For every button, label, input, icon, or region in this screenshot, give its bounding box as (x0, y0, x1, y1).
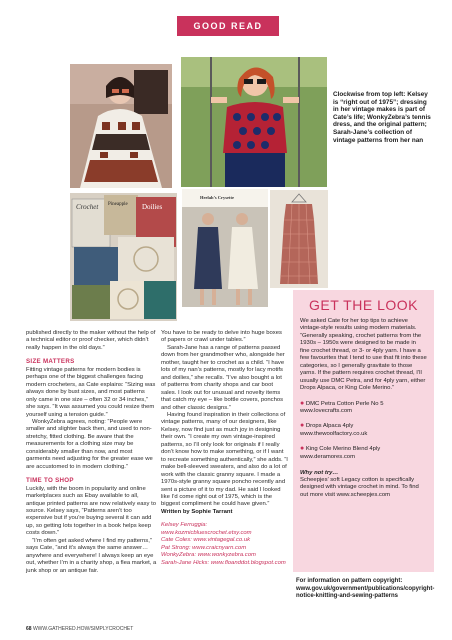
page-number: 68 (26, 626, 32, 632)
get-the-look-panel (293, 290, 434, 572)
designer-links (161, 522, 288, 567)
col1-paragraph: WonkyZebra agrees, noting: “People were smaller and slighter back then, and used to non-stretchy, fitted clothing. Be aware that the measurements for a clothing size may be considerably smaller than now, and most garments need adjusting for the greater ease we are accustomed to in modern clothing.” (26, 418, 153, 470)
get-the-look-title: GET THE LOOK (309, 297, 418, 313)
col2-paragraph: Having found inspiration in their collections of vintage patterns, many of our designers, like Kelsey, now find just as much joy in designing their own. “I create my own vintage-inspired patterns, so I’ll only look for originals if I really don’t know how to make something, or if I want to recreate something authentically,” she adds. “I make bell-sleeved sweaters, and also do a lot of work with the classic granny square. I made a 1970s-style granny square poncho recently and sent a picture of it to my dad. He said I looked like I’d come right out of 1975, which is the biggest compliment he could have given.” (161, 411, 288, 508)
page-footer (26, 626, 133, 632)
bullet-icon: ● (300, 422, 305, 430)
section-banner (177, 16, 279, 36)
col1-paragraph: Luckily, with the boom in popularity and online marketplaces such as Ebay available to all, antique printed patterns are now relatively easy to source. Kelsey says, “Patterns aren’t too expensive but if you’re buying several it can add up, so getting lots together in a book helps keep costs down.” (26, 485, 156, 537)
designer-link[interactable]: Sarah-Jane Hicks: www.floanddot.blogspot.com (161, 559, 286, 566)
yarn-url[interactable]: www.lovecrafts.com (300, 407, 353, 414)
pattern-leaflet-label: Heelah’s Crysette (200, 195, 234, 200)
yarn-url[interactable]: www.deramores.com (300, 453, 355, 460)
designer-link[interactable]: Pat Strong: www.craicnyarn.com (161, 544, 247, 551)
designer-link[interactable]: Kelsey Ferruggia: www.kozmicbluescrochet.etsy.com (161, 522, 252, 536)
photo-pattern-magazines (70, 193, 177, 321)
col1-intro: published directly to the maker without the help of a technical editor or proof checker, which didn’t really happen in the old days.” (26, 330, 156, 351)
photo-crochet-dress (270, 190, 328, 288)
get-the-look-intro: We asked Cate for her top tips to achieve vintage-style results using modern materials. “Generally speaking, crochet patterns from the 1930s – 1950s were designed to be made in fine crochet thread, or 3- or 4ply yarn. I have a few favourites that I tend to use that fit into these categories, so I generally gravitate to those yarns. If the pattern requires crochet thread, I’ll usually use DMC Petra, and for 4ply yarn, either Drops Alpaca, or King Cole Merino.” (300, 318, 427, 392)
article-byline: Written by Sophie Tarrant (161, 508, 233, 515)
designer-link[interactable]: WonkyZebra: www.wonkyzebra.com (161, 552, 256, 559)
photo-caption: Clockwise from top left: Kelsey is “right out of 1975”; dressing in her vintage makes is part of Cate’s life; WonkyZebra’s tennis dress, and the original pattern; Sarah-Jane’s collection of vintage patterns from her nan (333, 91, 431, 144)
why-not-try-heading: Why not try… (300, 469, 339, 476)
col2-paragraph: Sarah-Jane has a range of patterns passed down from her grandmother who, alongside her mother, taught her to crochet as a child. “I have lots of my nan’s patterns, mostly for lacy motifs and doilies,” she recalls. “I’ve also bought a lot of patterns from charity shops and car boot sales. I look out for unusual and novelty items that catch my eye – like bottle covers, ponchos and other classic designs.” (161, 344, 285, 411)
banner-title: GOOD READ (193, 21, 263, 31)
col1-paragraph: “I’m often get asked where I find my patterns,” says Cate, “and it’s always the same answer… anywhere and everywhere! I always keep an eye out, whether I’m in a charity shop, a flea market, a junk shop or an antique fair. (26, 537, 157, 574)
bullet-icon: ● (300, 399, 305, 407)
bullet-icon: ● (300, 445, 305, 453)
photo-cate-swing (181, 57, 327, 187)
photo-tennis-dress-pattern (182, 189, 268, 307)
photo-kelsey-poncho (70, 64, 172, 188)
col2-paragraph: You have to be ready to delve into huge boxes of papers or crawl under tables.” (161, 330, 282, 344)
yarn-item (300, 400, 427, 416)
magazine-word-doilies: Doilies (142, 203, 163, 211)
designer-link[interactable]: Cate Coles: www.vintagegal.co.uk (161, 537, 251, 544)
yarn-name: King Cole Merino Blend 4ply (305, 446, 381, 453)
article-column-1 (26, 330, 157, 575)
yarn-item (300, 445, 427, 461)
yarn-name: Drops Alpaca 4ply (305, 423, 354, 430)
yarn-item (300, 422, 427, 438)
col1-paragraph: Fitting vintage patterns for modern bodies is perhaps one of the biggest challenges facing modern crocheters, as Cate explains: “Sizing was always done by bust sizes, and most patterns only came in one size – often 32 or 34 inches,” she says. “It was assumed you could resize them yourself using a tension guide.” (26, 366, 156, 418)
yarn-name: DMC Petra Cotton Perle No 5 (305, 400, 384, 407)
yarn-url[interactable]: www.thewoolfactory.co.uk (300, 430, 368, 437)
magazine-word-pineapple: Pineapple (108, 202, 128, 207)
magazine-word-crochet: Crochet (76, 203, 99, 211)
copyright-info: For information on pattern copyright: www.gov.uk/government/publications/copyright-notice-knitting-and-sewing-patterns (296, 578, 435, 599)
article-column-2 (161, 330, 288, 567)
heading-size-matters: SIZE MATTERS (26, 358, 75, 366)
heading-time-to-shop: TIME TO SHOP (26, 477, 74, 485)
footer-site: WWW.GATHERED.HOW/SIMPLYCROCHET (32, 626, 134, 632)
why-not-try-text: Scheepjes’ soft Legacy cotton is specifically designed with vintage crochet in mind. To find out more visit www.scheepjes.com (300, 476, 419, 498)
